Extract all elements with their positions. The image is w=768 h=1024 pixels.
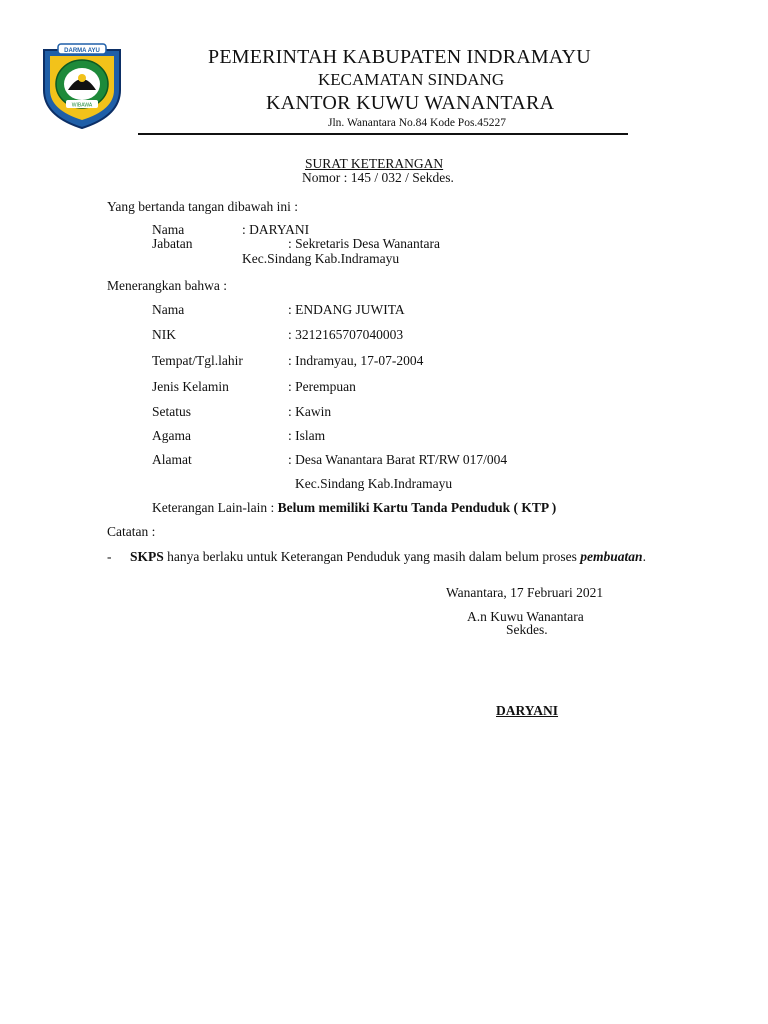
note-bullet: - (107, 549, 112, 564)
logo-inner-text: WIBAWA (71, 102, 93, 109)
subject-address-continued: Kec.Sindang Kab.Indramayu (295, 476, 453, 491)
letter-title: SURAT KETERANGAN (305, 156, 444, 171)
other-info-label: Keterangan Lain-lain : (152, 500, 275, 515)
subject-label: Nama (152, 302, 185, 317)
subject-label: Setatus (152, 404, 191, 419)
subject-value: : 3212165707040003 (288, 327, 404, 342)
note-emphasis: pembuatan (580, 549, 643, 564)
letter-number: Nomor : 145 / 032 / Sekdes. (302, 170, 454, 185)
signer-name-value: : DARYANI (242, 222, 310, 237)
subject-value: : Perempuan (288, 379, 356, 394)
signature-role: Sekdes. (506, 622, 548, 637)
subject-value: : ENDANG JUWITA (288, 302, 405, 317)
subject-value: : Desa Wanantara Barat RT/RW 017/004 (288, 452, 508, 467)
intro-text: Yang bertanda tangan dibawah ini : (107, 199, 298, 214)
other-info-line (152, 500, 556, 516)
notes-label: Catatan : (107, 524, 156, 539)
signer-position-label: Jabatan (152, 236, 193, 251)
note-line (130, 549, 646, 565)
letterhead-government: PEMERINTAH KABUPATEN INDRAMAYU (208, 46, 591, 68)
note-bold-term: SKPS (130, 549, 164, 564)
logo-banner-text: DARMA AYU (64, 48, 100, 54)
signature-on-behalf: A.n Kuwu Wanantara (467, 609, 584, 624)
note-end: . (642, 549, 646, 564)
signer-position-value: : Sekretaris Desa Wanantara (288, 236, 440, 251)
signer-position-continued: Kec.Sindang Kab.Indramayu (242, 251, 400, 266)
letterhead-office: KANTOR KUWU WANANTARA (266, 92, 555, 114)
other-info-value: Belum memiliki Kartu Tanda Penduduk ( KTP ) (277, 500, 557, 515)
subject-label: NIK (152, 327, 176, 342)
signature-name: DARYANI (496, 703, 559, 718)
subject-value: : Islam (288, 428, 326, 443)
subject-label: Jenis Kelamin (152, 379, 229, 394)
subject-label: Tempat/Tgl.lahir (152, 353, 243, 368)
subject-value: : Indramyau, 17-07-2004 (288, 353, 424, 368)
signature-place-date: Wanantara, 17 Februari 2021 (446, 585, 604, 600)
letterhead-divider (138, 133, 628, 135)
subject-label: Agama (152, 428, 191, 443)
declares-text: Menerangkan bahwa : (107, 278, 227, 293)
note-text: hanya berlaku untuk Keterangan Penduduk yang masih dalam belum proses (163, 549, 581, 564)
subject-value: : Kawin (288, 404, 332, 419)
letterhead-address: Jln. Wanantara No.84 Kode Pos.45227 (328, 117, 507, 129)
signer-name-label: Nama (152, 222, 185, 237)
regency-emblem-logo (36, 38, 128, 130)
letterhead-district: KECAMATAN SINDANG (318, 70, 505, 89)
subject-label: Alamat (152, 452, 192, 467)
